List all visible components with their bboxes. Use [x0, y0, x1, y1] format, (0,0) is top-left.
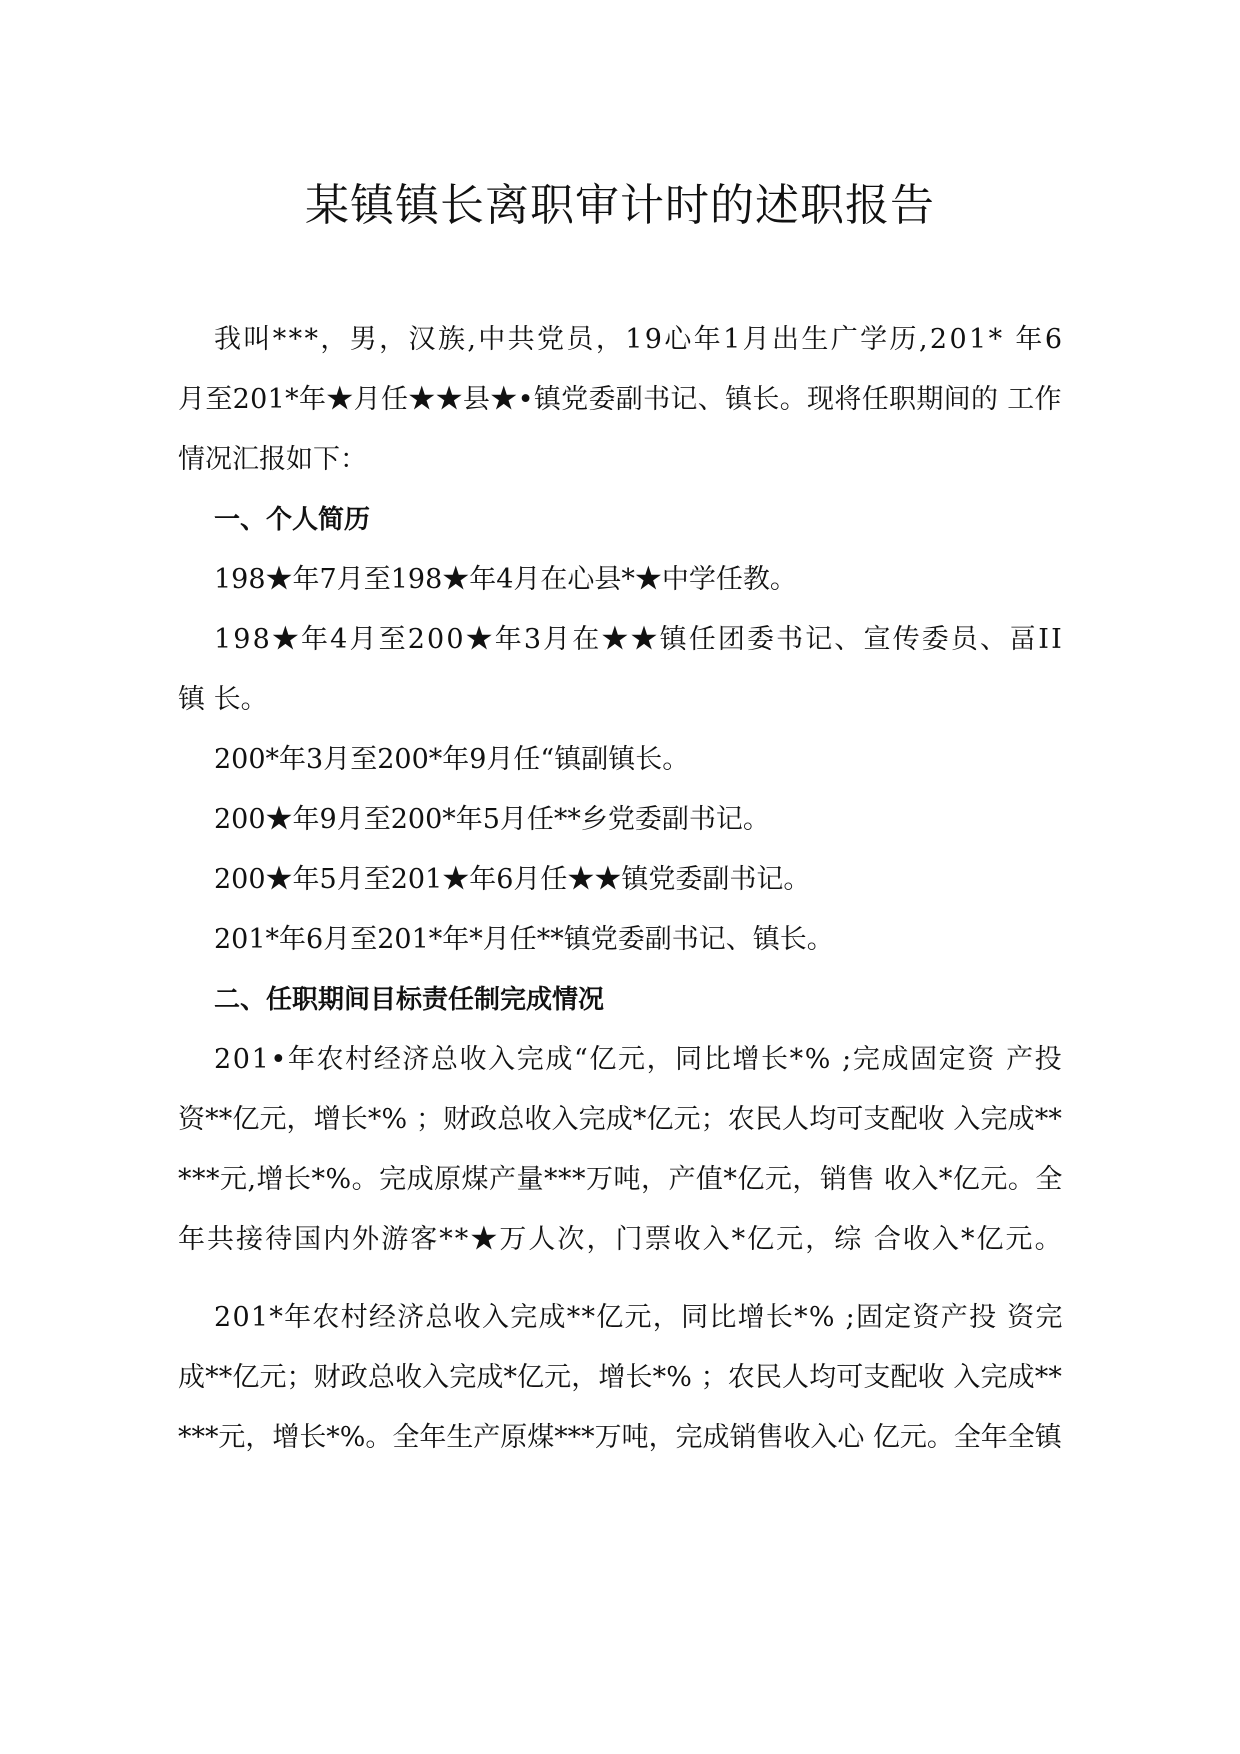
resume-item: 200★年5月至201★年6月任★★镇党委副书记。 — [214, 864, 811, 895]
section2-para2-line: 成**亿元；财政总收入完成*亿元，增长*% ；农民人均可支配收 入完成** — [178, 1362, 1062, 1393]
resume-item: 200★年9月至200*年5月任**乡党委副书记。 — [214, 804, 770, 835]
resume-item: 201*年6月至201*年*月任**镇党委副书记、镇长。 — [214, 924, 834, 955]
section2-heading: 二、任职期间目标责任制完成情况 — [214, 985, 605, 1015]
section2-para1-line: ***元,增长*%。完成原煤产量***万吨，产值*亿元，销售 收入*亿元。全 — [178, 1164, 1063, 1195]
section2-para2-line: 201*年农村经济总收入完成**亿元，同比增长*% ;固定资产投 资完 — [214, 1302, 1064, 1333]
section1-heading: 一、个人简历 — [214, 505, 371, 535]
intro-line-3: 情况汇报如下： — [178, 444, 367, 475]
section2-para1-line: 201•年农村经济总收入完成“亿元，同比增长*% ;完成固定资 产投 — [214, 1044, 1064, 1075]
resume-item: 198★年7月至198★年4月在心县*★中学任教。 — [214, 564, 797, 595]
resume-item: 镇 长。 — [178, 684, 268, 715]
document-title: 某镇镇长离职审计时的述职报告 — [305, 180, 935, 231]
section2-para1-line: 资**亿元，增长*% ；财政总收入完成*亿元；农民人均可支配收 入完成** — [178, 1104, 1062, 1135]
resume-item: 200*年3月至200*年9月任“镇副镇长。 — [214, 744, 690, 775]
section2-para2-line: ***元，增长*%。全年生产原煤***万吨，完成销售收入心 亿元。全年全镇 — [178, 1422, 1062, 1453]
section2-para1-line: 年共接待国内外游客**★万人次，门票收入*亿元，综 合收入*亿元。 — [178, 1224, 1064, 1255]
intro-line-2: 月至201*年★月任★★县★•镇党委副书记、镇长。现将任职期间的 工作 — [178, 384, 1062, 415]
resume-item: 198★年4月至200★年3月在★★镇任团委书记、宣传委员、畐II — [214, 624, 1064, 655]
intro-line-1: 我叫***，男，汉族,中共党员，19心年1月出生广学历,201* 年6 — [214, 324, 1065, 355]
